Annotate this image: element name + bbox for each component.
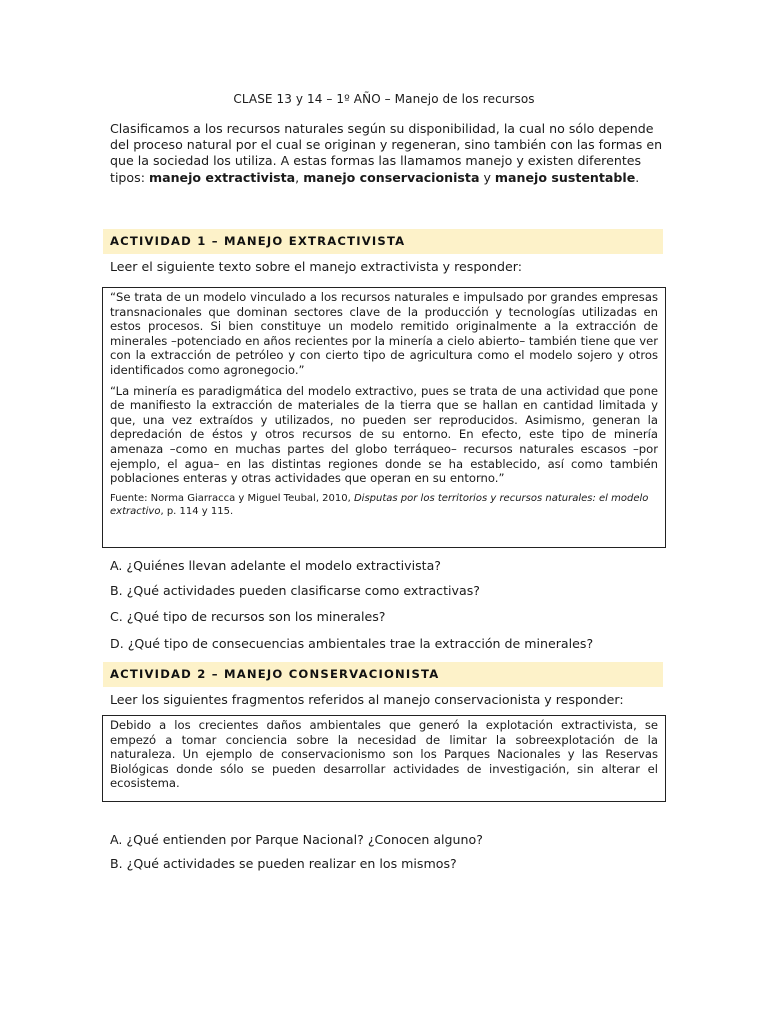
intro-separator-2: y <box>479 169 495 185</box>
quote-paragraph-2: “La minería es paradigmática del modelo extractivo, pues se trata de una actividad que pone de manifiesto la extracción de materiales de la tierra que se hallan en cantidad limitada y que, una vez extraídos y utilizados, no pueden ser reproducidos. Asimismo, generan la depredación de éstos y otros recursos de su entorno. En efecto, este tipo de minería amenaza –como en muchas partes del globo terráqueo– recursos naturales escasos –por ejemplo, el agua– en las distintas regiones donde se ha establecido, así como también poblaciones enteras y otras actividades que operan en su entorno.” <box>110 383 658 486</box>
intro-type-conservacionista: manejo conservacionista <box>303 169 480 185</box>
activity-1-quote-box <box>102 287 666 548</box>
activity-2-question-a: A. ¿Qué entienden por Parque Nacional? ¿Conocen alguno? <box>110 832 483 847</box>
intro-type-extractivista: manejo extractivista <box>148 169 296 185</box>
activity-1-question-d: D. ¿Qué tipo de consecuencias ambientales trae la extracción de minerales? <box>110 636 594 651</box>
activity-2-heading: ACTIVIDAD 2 – MANEJO CONSERVACIONISTA <box>103 662 663 687</box>
activity-1-question-c: C. ¿Qué tipo de recursos son los minerales? <box>110 609 386 624</box>
intro-paragraph <box>110 121 670 186</box>
source-suffix: , p. 114 y 115. <box>160 506 234 518</box>
intro-end: . <box>635 169 640 185</box>
activity-1-heading: ACTIVIDAD 1 – MANEJO EXTRACTIVISTA <box>103 229 663 254</box>
intro-type-sustentable: manejo sustentable <box>494 169 636 185</box>
activity-1-question-b: B. ¿Qué actividades pueden clasificarse como extractivas? <box>110 583 480 598</box>
activity-2-question-b: B. ¿Qué actividades se pueden realizar en los mismos? <box>110 856 457 871</box>
intro-text: Clasificamos a los recursos naturales según su disponibilidad, la cual no sólo depende del proceso natural por el cual se originan y regeneran, sino también con las formas en que la sociedad los utiliza. A estas formas las llamamos manejo y existen diferentes tipos: <box>110 121 663 185</box>
page-title: CLASE 13 y 14 – 1º AÑO – Manejo de los recursos <box>233 92 535 106</box>
activity-1-question-a: A. ¿Quiénes llevan adelante el modelo extractivista? <box>110 558 441 573</box>
activity-1-lead: Leer el siguiente texto sobre el manejo extractivista y responder: <box>110 259 522 274</box>
source-prefix: Fuente: Norma Giarracca y Miguel Teubal, 2010, <box>110 492 354 504</box>
intro-separator-1: , <box>295 169 304 185</box>
activity-2-box-text: Debido a los crecientes daños ambientales que generó la explotación extractivista, se empezó a tomar conciencia sobre la necesidad de limitar la sobreexplotación de la naturaleza. Un ejemplo de conservacionismo son los Parques Nacionales y las Reservas Biológicas donde sólo se pueden desarrollar actividades de investigación, sin alterar el ecosistema. <box>110 718 658 791</box>
quote-paragraph-1: “Se trata de un modelo vinculado a los recursos naturales e impulsado por grandes empresas transnacionales que dominan sectores clave de la producción y tecnologías utilizadas en estos procesos. Si bien constituye un modelo remitido originalmente a la extracción de minerales –potenciado en años recientes por la minería a cielo abierto– también tiene que ver con la extracción de petróleo y con cierto tipo de agricultura como el modelo sojero y otros identificados como agronegocio.” <box>110 290 658 377</box>
quote-source <box>110 492 658 519</box>
activity-2-lead: Leer los siguientes fragmentos referidos al manejo conservacionista y responder: <box>110 692 624 707</box>
source-title: Disputas por los territorios y recursos naturales: el modelo extractivo <box>110 492 649 518</box>
activity-2-text-box <box>102 715 666 802</box>
